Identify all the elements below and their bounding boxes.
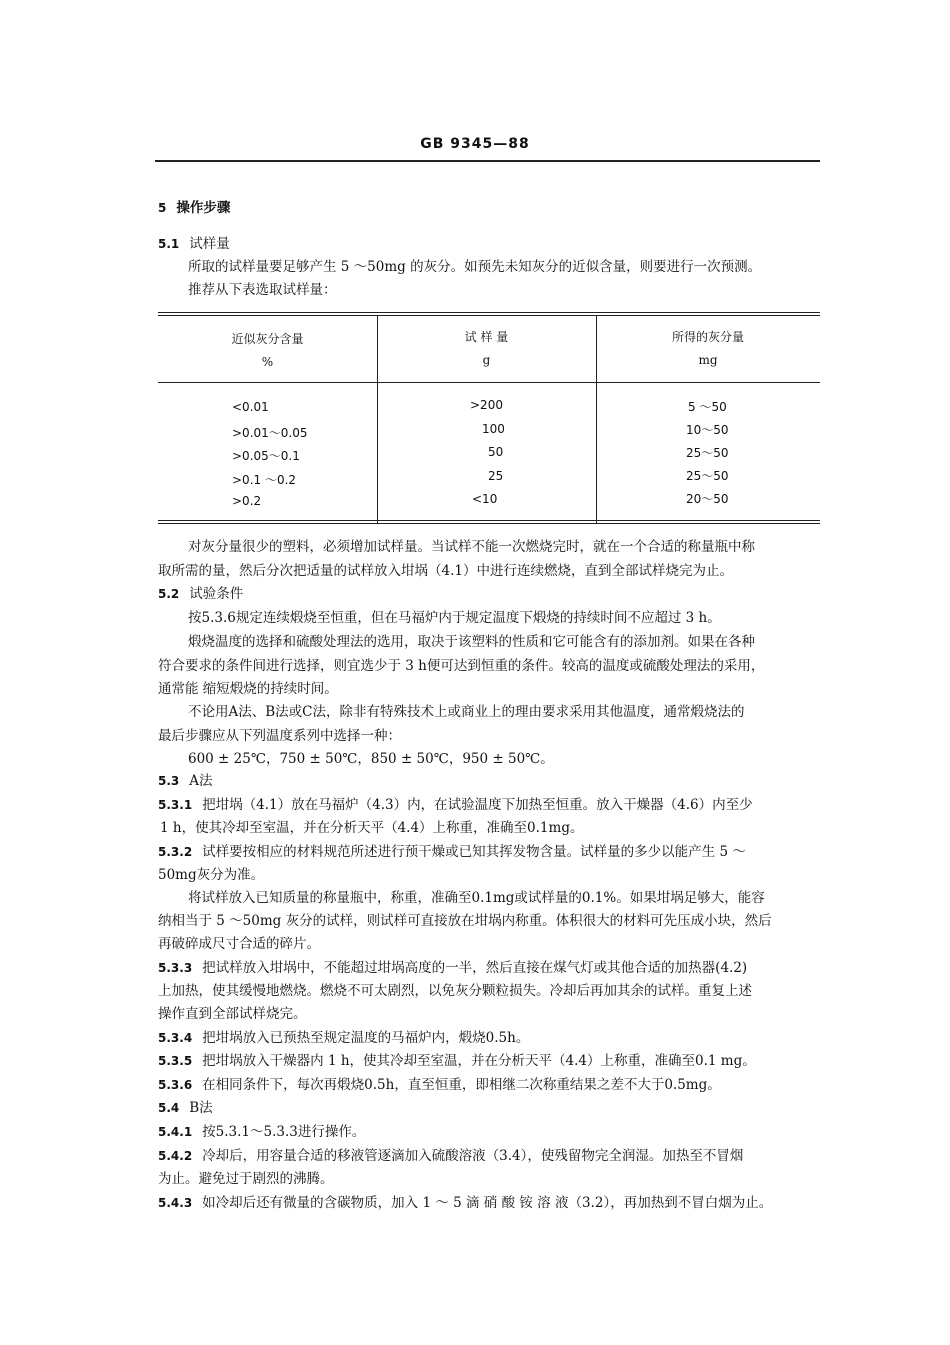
clause-text: 如冷却后还有微量的含碳物质，加入 1 ～ 5 滴 硝 酸 铵 溶 液（3.2），再加热到不冒白烟为止。 — [202, 1195, 773, 1211]
clause-number: 5.3.6 — [158, 1078, 193, 1092]
temperature-series: 600 ± 25℃，750 ± 50℃，850 ± 50℃，950 ± 50℃。 — [188, 751, 554, 767]
table-cell: <10 — [472, 492, 498, 506]
table-rule — [158, 523, 820, 524]
section-5-3-heading — [158, 771, 213, 791]
clause-number: 5.4.3 — [158, 1196, 193, 1210]
clause-text: 在相同条件下，每次再煅烧0.5h，直至恒重，即相继二次称重结果之差不大于0.5mg。 — [202, 1077, 721, 1093]
table-cell: >0.2 — [232, 494, 262, 508]
table-cell: 25～50 — [686, 446, 729, 460]
header-unit: g — [482, 353, 491, 367]
paragraph-line: 不论用A法、B法或C法，除非有特殊技术上或商业上的理由要求采用其他温度，通常煅烧法的 — [188, 704, 745, 720]
section-5-4-heading — [158, 1098, 213, 1118]
clause-5-3-3 — [158, 958, 747, 978]
clause-text: 把坩埚（4.1）放在马福炉（4.3）内，在试验温度下加热至恒重。放入干燥器（4.6）内至少 — [202, 797, 753, 813]
table-header-ash-mass — [596, 328, 820, 367]
paragraph-line: 将试样放入已知质量的称量瓶中，称重，准确至0.1mg或试样量的0.1%。如果坩埚足够大，能容 — [188, 890, 765, 906]
paragraph-line: 通常能 缩短煅烧的持续时间。 — [158, 681, 338, 697]
section-number: 5 — [158, 201, 167, 215]
section-number: 5.4 — [158, 1101, 180, 1115]
section-title: 试验条件 — [189, 586, 244, 602]
paragraph-line: 操作直到全部试样烧完。 — [158, 1006, 307, 1022]
section-title: B法 — [189, 1100, 213, 1116]
table-header-sample-mass — [377, 328, 596, 367]
clause-5-3-5 — [158, 1051, 756, 1071]
section-number: 5.1 — [158, 237, 180, 251]
paragraph-line: 推荐从下表选取试样量： — [188, 282, 337, 298]
section-title: 试样量 — [189, 236, 230, 252]
clause-text: 把试样放入坩埚中，不能超过坩埚高度的一半，然后直接在煤气灯或其他合适的加热器(4.2) — [202, 960, 748, 976]
paragraph-line: 为止。避免过于剧烈的沸腾。 — [158, 1171, 334, 1187]
clause-5-3-6 — [158, 1075, 721, 1095]
clause-5-3-4 — [158, 1028, 529, 1048]
section-title: A法 — [189, 773, 213, 789]
paragraph-line: 再破碎成尺寸合适的碎片。 — [158, 936, 320, 952]
clause-text: 把坩埚放入干燥器内 1 h，使其冷却至室温，并在分析天平（4.4）上称重，准确至0.1 mg。 — [202, 1053, 756, 1069]
paragraph-line: 纳相当于 5 ～50mg 灰分的试样，则试样可直接放在坩埚内称重。体积很大的材料可先压成小块，然后 — [158, 913, 772, 929]
header-label: 试 样 量 — [464, 330, 509, 344]
clause-number: 5.3.2 — [158, 845, 193, 859]
table-cell: >0.1 ～0.2 — [232, 473, 297, 487]
table-cell: 10～50 — [686, 423, 729, 437]
paragraph-line: 按5.3.6规定连续煅烧至恒重，但在马福炉内于规定温度下煅烧的持续时间不应超过 3 h。 — [188, 610, 721, 626]
section-5-1-heading — [158, 234, 230, 254]
clause-text: 试样要按相应的材料规范所述进行预干燥或已知其挥发物含量。试样量的多少以能产生 5 ～ — [202, 844, 746, 860]
table-cell: 25 — [488, 469, 504, 483]
paragraph-line: 50mg灰分为准。 — [158, 867, 265, 883]
clause-text: 把坩埚放入已预热至规定温度的马福炉内，煅烧0.5h。 — [202, 1030, 530, 1046]
header-unit: mg — [698, 353, 718, 367]
clause-text: 冷却后，用容量合适的移液管逐滴加入硫酸溶液（3.4），使残留物完全润湿。加热至不冒烟 — [202, 1148, 744, 1164]
header-label: 近似灰分含量 — [231, 332, 304, 346]
table-cell: 20～50 — [686, 492, 729, 506]
table-cell: 100 — [482, 422, 505, 436]
table-cell: 5 ～50 — [688, 400, 727, 414]
table-cell: >200 — [470, 398, 503, 412]
header-rule — [155, 160, 820, 162]
paragraph-line: 上加热，使其缓慢地燃烧。燃烧不可太剧烈，以免灰分颗粒损失。冷却后再加其余的试样。重复上述 — [158, 983, 752, 999]
paragraph-line: 1 h，使其冷却至室温，并在分析天平（4.4）上称重，准确至0.1mg。 — [160, 820, 584, 836]
clause-text: 按5.3.1～5.3.3进行操作。 — [202, 1124, 366, 1140]
table-rule — [158, 312, 820, 313]
clause-5-4-3 — [158, 1193, 772, 1213]
section-5-heading — [158, 198, 230, 218]
clause-number: 5.3.1 — [158, 798, 193, 812]
section-5-2-heading — [158, 584, 243, 604]
clause-number: 5.4.1 — [158, 1125, 193, 1139]
paragraph-line: 符合要求的条件间进行选择，则宜选少于 3 h便可达到恒重的条件。较高的温度或硫酸处理法的采用， — [158, 658, 765, 674]
table-cell: >0.05～0.1 — [232, 449, 300, 463]
clause-number: 5.3.4 — [158, 1031, 193, 1045]
paragraph-line: 所取的试样量要足够产生 5 ～50mg 的灰分。如预先未知灰分的近似含量，则要进行一次预测。 — [188, 259, 762, 275]
table-rule — [158, 520, 820, 521]
section-number: 5.2 — [158, 587, 180, 601]
table-cell: >0.01～0.05 — [232, 426, 308, 440]
clause-5-4-1 — [158, 1122, 365, 1142]
table-cell: <0.01 — [232, 400, 269, 414]
section-title: 操作步骤 — [176, 200, 231, 216]
clause-number: 5.3.5 — [158, 1054, 193, 1068]
paragraph-line: 对灰分量很少的塑料，必须增加试样量。当试样不能一次燃烧完时，就在一个合适的称量瓶中称 — [188, 539, 755, 555]
table-header-ash-content — [158, 330, 377, 369]
clause-number: 5.4.2 — [158, 1149, 193, 1163]
clause-number: 5.3.3 — [158, 961, 193, 975]
section-number: 5.3 — [158, 774, 180, 788]
clause-5-3-2 — [158, 842, 746, 862]
header-label: 所得的灰分量 — [671, 330, 744, 344]
paragraph-line: 最后步骤应从下列温度系列中选择一种： — [158, 728, 401, 744]
header-unit: % — [261, 355, 274, 369]
standard-number: GB 9345—88 — [420, 136, 530, 152]
table-rule — [158, 315, 820, 316]
paragraph-line: 煅烧温度的选择和硫酸处理法的选用，取决于该塑料的性质和它可能含有的添加剂。如果在各种 — [188, 634, 755, 650]
table-cell: 50 — [488, 445, 504, 459]
paragraph-line: 取所需的量，然后分次把适量的试样放入坩埚（4.1）中进行连续燃烧，直到全部试样烧完为止。 — [158, 563, 733, 579]
clause-5-3-1 — [158, 795, 753, 815]
table-cell: 25～50 — [686, 469, 729, 483]
table-rule — [158, 382, 820, 383]
clause-5-4-2 — [158, 1146, 743, 1166]
